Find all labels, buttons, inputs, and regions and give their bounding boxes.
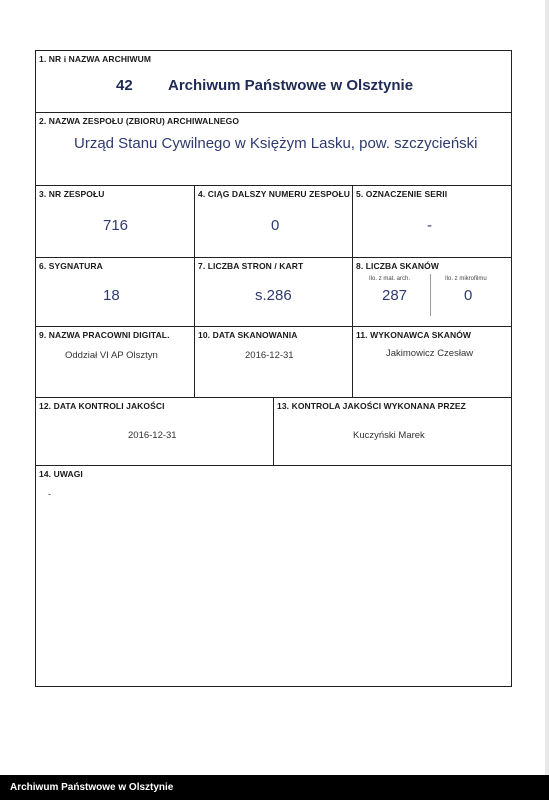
signature-value: 18 (103, 287, 120, 304)
fonds-number-value: 716 (103, 217, 129, 234)
remarks-value: - (48, 489, 52, 500)
series-label: 5. OZNACZENIE SERII (356, 189, 448, 199)
fonds-number-label: 3. NR ZESPOŁU (39, 189, 105, 199)
remarks-cell (35, 465, 512, 687)
fonds-continuation-label: 4. CIĄG DALSZY NUMERU ZESPOŁU (198, 189, 350, 199)
qc-date-label: 12. DATA KONTROLI JAKOŚCI (39, 401, 165, 411)
qc-date-cell (35, 397, 274, 466)
scanner-label: 11. WYKONAWCA SKANÓW (356, 330, 472, 340)
scans-divider (430, 274, 431, 316)
archive-number: 42 (116, 77, 133, 94)
fonds-name-label: 2. NAZWA ZESPOŁU (ZBIORU) ARCHIWALNEGO (39, 116, 240, 126)
archive-name: Archiwum Państwowe w Olsztynie (168, 77, 414, 94)
scans-arch-value: 287 (382, 287, 408, 304)
fonds-continuation-value: 0 (271, 217, 280, 234)
fonds-name-cell (35, 112, 512, 186)
scan-date-cell (194, 326, 353, 398)
pages-label: 7. LICZBA STRON / KART (198, 261, 304, 271)
qc-by-cell (273, 397, 512, 466)
fonds-continuation-cell (194, 185, 353, 258)
archive-cell (35, 50, 512, 113)
scan-date-value: 2016-12-31 (245, 350, 294, 361)
footer-bar (0, 775, 549, 800)
qc-date-value: 2016-12-31 (128, 430, 177, 441)
footer-text: Archiwum Państwowe w Olsztynie (10, 782, 174, 793)
signature-cell (35, 257, 195, 327)
page-edge-shadow (545, 0, 549, 775)
series-cell (352, 185, 512, 258)
fonds-number-cell (35, 185, 195, 258)
scanner-value: Jakimowicz Czesław (386, 348, 474, 359)
scans-arch-label: Ilo. z mat. arch. (369, 276, 411, 282)
scan-date-label: 10. DATA SKANOWANIA (198, 330, 298, 340)
scans-micro-value: 0 (464, 287, 473, 304)
qc-by-value: Kuczyński Marek (353, 430, 425, 441)
remarks-label: 14. UWAGI (39, 469, 83, 479)
scans-label: 8. LICZBA SKANÓW (356, 261, 439, 271)
signature-label: 6. SYGNATURA (39, 261, 103, 271)
digitization-lab-label: 9. NAZWA PRACOWNI DIGITAL. (39, 330, 170, 340)
archive-label: 1. NR i NAZWA ARCHIWUM (39, 54, 152, 64)
scans-micro-label: Ilo. z mikrofilmu (445, 276, 487, 282)
series-value: - (427, 217, 432, 234)
digitization-lab-value: Oddział VI AP Olsztyn (65, 350, 158, 361)
qc-by-label: 13. KONTROLA JAKOŚCI WYKONANA PRZEZ (277, 401, 466, 411)
scans-cell (352, 257, 512, 327)
fonds-name-value: Urząd Stanu Cywilnego w Księżym Lasku, pow. szczycieński (74, 135, 478, 152)
scanner-cell (352, 326, 512, 398)
pages-value: s.286 (255, 287, 292, 304)
digitization-lab-cell (35, 326, 195, 398)
pages-cell (194, 257, 353, 327)
